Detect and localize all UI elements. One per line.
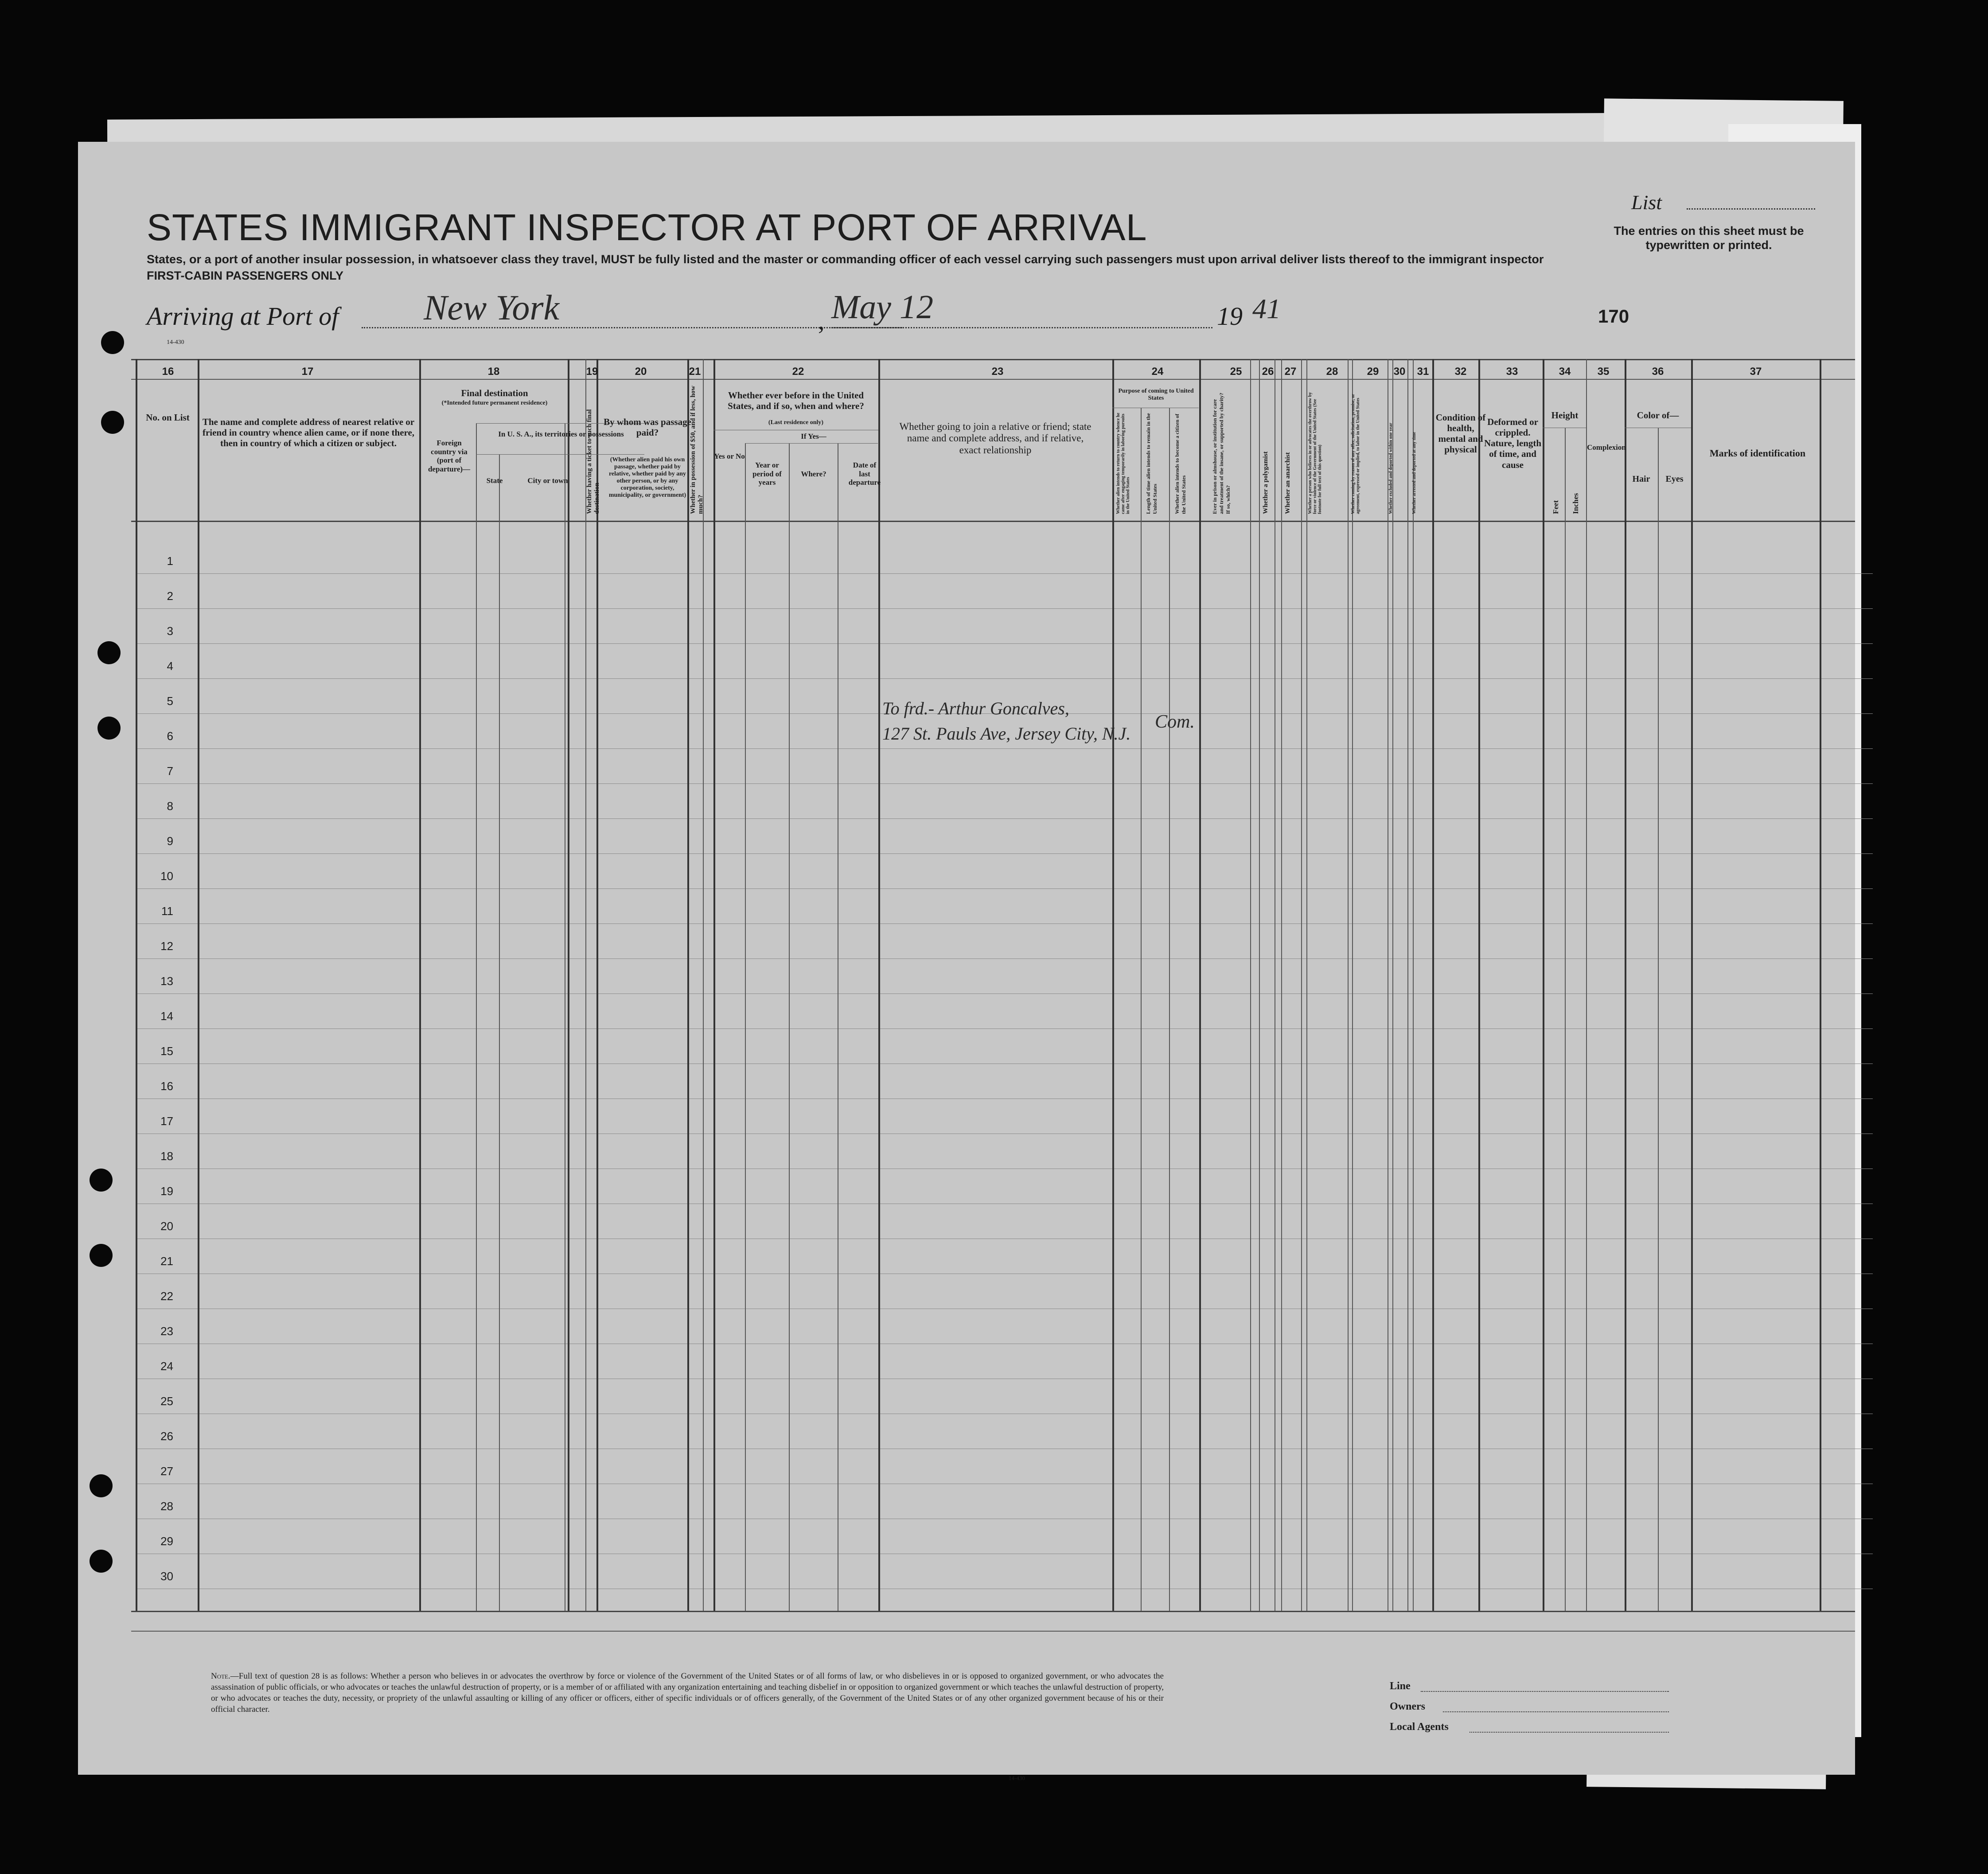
col-num-31: 31 bbox=[1417, 366, 1429, 378]
header-complexion: Complexion bbox=[1587, 443, 1626, 452]
col-num-34: 34 bbox=[1559, 366, 1571, 378]
page-title: STATES IMMIGRANT INSPECTOR AT PORT OF ARRIVAL bbox=[147, 206, 1147, 248]
column-rule bbox=[1141, 408, 1142, 1611]
row-number: 7 bbox=[167, 764, 173, 778]
row-rule bbox=[136, 748, 1873, 749]
header-final-destination-note: (*Intended future permanent residence) bbox=[441, 400, 548, 406]
page-number: 170 bbox=[1598, 306, 1629, 327]
header-passage-paid: By whom was passage paid? bbox=[604, 417, 691, 438]
row-number: 2 bbox=[167, 589, 173, 603]
column-rule bbox=[713, 359, 715, 1611]
column-rule bbox=[596, 359, 598, 1611]
column-rule bbox=[1169, 408, 1170, 1611]
column-rule bbox=[1392, 359, 1393, 1611]
header-purpose-citizen: Whether alien intends to become a citizen of the United States bbox=[1174, 413, 1187, 514]
punch-hole bbox=[101, 331, 124, 354]
header-labor-offer: Whether coming by reason of any offer, solicitation, promise, or agreement, expressed or implied, to labor in the United States bbox=[1351, 394, 1360, 514]
footnote-label: Note. bbox=[211, 1671, 230, 1681]
footnote bbox=[211, 1671, 1164, 1715]
column-rule bbox=[878, 359, 880, 1611]
table-top-rule bbox=[131, 359, 1855, 360]
column-rule bbox=[136, 359, 137, 1611]
header-date-departure: Date of last departure bbox=[848, 461, 881, 487]
column-rule bbox=[1478, 359, 1480, 1611]
col-num-33: 33 bbox=[1506, 366, 1518, 378]
col-num-28: 28 bbox=[1326, 366, 1338, 378]
punch-hole bbox=[90, 1169, 113, 1192]
col-num-19: 19 bbox=[586, 366, 598, 378]
header-foreign-country: Foreign country via (port of departure)— bbox=[428, 439, 471, 473]
column-rule bbox=[419, 359, 421, 1611]
row-number: 1 bbox=[167, 554, 173, 568]
column-rule bbox=[789, 443, 790, 1611]
header-fifty-dollars: Whether in possession of $50, and if less, how much? bbox=[690, 386, 704, 514]
column-rule bbox=[687, 359, 689, 1611]
column-rule bbox=[1112, 359, 1114, 1611]
header-purpose: Purpose of coming to United States bbox=[1118, 388, 1194, 402]
column-rule bbox=[1586, 359, 1587, 1611]
col-num-18: 18 bbox=[487, 366, 500, 378]
col-num-30: 30 bbox=[1393, 366, 1406, 378]
column-rule bbox=[1820, 359, 1821, 1611]
header-bottom-rule bbox=[131, 521, 1855, 522]
row-number: 10 bbox=[160, 869, 173, 883]
year-value: 41 bbox=[1252, 293, 1281, 324]
column-rule bbox=[745, 443, 746, 1611]
row-number: 25 bbox=[160, 1394, 173, 1408]
col-num-36: 36 bbox=[1652, 366, 1664, 378]
row-number: 28 bbox=[160, 1499, 173, 1513]
header-arrested: Whether arrested and deported at any time bbox=[1412, 432, 1417, 514]
row-number: 17 bbox=[160, 1114, 173, 1128]
header-if-yes: If Yes— bbox=[801, 432, 826, 440]
date-line bbox=[831, 327, 1212, 328]
row-number: 6 bbox=[167, 729, 173, 743]
row-rule bbox=[136, 643, 1873, 644]
header-color-of: Color of— bbox=[1637, 410, 1679, 421]
header-final-destination: Final destination bbox=[461, 388, 528, 398]
header-hair: Hair bbox=[1632, 474, 1650, 484]
column-number-rule bbox=[131, 379, 1855, 380]
row-number: 15 bbox=[160, 1044, 173, 1058]
col-num-35: 35 bbox=[1597, 366, 1610, 378]
header-marks: Marks of identification bbox=[1709, 448, 1806, 459]
header-ever-before-note: (Last residence only) bbox=[768, 419, 824, 426]
column-rule bbox=[1348, 359, 1349, 1611]
punch-hole bbox=[90, 1244, 113, 1267]
footnote-text: —Full text of question 28 is as follows: Whether a person who believes in or advocates the overthrow by force or violence of the Government of the United States or of all forms of law, or who disbelieves in or is opposed to organized government, or who advocates the assassination of public officials, or who advocates or teaches the unlawful destruction of property, or is a member of or affiliated with any organization entertaining and teaching disbelief in or opposition to organized government or which teaches the unlawful destruction of property, or who advocates or teaches the duty, necessity, or propriety of the unlawful assaulting or killing of any officer or officers, either of specific individuals or of officers generally, of the Government of the United States or of any other organized government because of his or their official character. bbox=[211, 1671, 1164, 1714]
col-num-24: 24 bbox=[1151, 366, 1164, 378]
column-rule bbox=[1658, 428, 1659, 1611]
header-ever-before: Whether ever before in the United States, and if so, when and where? bbox=[728, 390, 864, 412]
row-rule bbox=[136, 993, 1873, 994]
column-rule bbox=[703, 359, 704, 1611]
row-number: 26 bbox=[160, 1429, 173, 1443]
row-rule bbox=[136, 923, 1873, 924]
col-num-22: 22 bbox=[792, 366, 804, 378]
row-number: 8 bbox=[167, 799, 173, 813]
column-rule bbox=[1432, 359, 1434, 1611]
row-rule bbox=[136, 783, 1873, 784]
row-number: 12 bbox=[160, 939, 173, 953]
header-ticket: Whether having a ticket to such final destination bbox=[586, 409, 600, 514]
row-number: 24 bbox=[160, 1359, 173, 1373]
col-num-32: 32 bbox=[1454, 366, 1467, 378]
table-bottom-rule bbox=[131, 1611, 1855, 1612]
form-number-top: 14-430 bbox=[167, 339, 184, 346]
header-yes-no: Yes or No bbox=[714, 452, 745, 460]
footer-rule bbox=[131, 1631, 1855, 1632]
row-number: 14 bbox=[160, 1009, 173, 1023]
manifest-page: STATES IMMIGRANT INSPECTOR AT PORT OF ARRIVAL States, or a port of another insular possession, in whatsoever class they travel, MUST be fully listed and the master or commanding officer of each vessel carrying such passengers must upon arrival deliver lists thereof to the immigrant inspector FIRST-CABIN PASSENGERS ONLY Arriving at Port of New York , May 12 19 41 List The entries on this sheet must be typewritten or printed. 170 14-430 16 17 18 19 20 21 22 23 24 25 26 27 28 29 30 31 32 33 34 35 36 37 No. on List The name and complete address of nearest relative or friend in country whence alien came, or if none there, then in country of which a citizen or subject. Final destination (*Intended future permanent residence) Foreign country via (port of departure)— In U. S. A., its territories or possessions State City or town Whether having a ticket to such final destination By whom was passage paid? (Whether alien paid his own passage, whether paid by relative, whether paid by any other person, or by any corporation, society, municipality, or government) Whether in possession of $50, and if less, how much? Whether ever before in the United States, and if so, when and where? (Last residence only) If Yes— Yes or No Year or period of years Where? Date of last departure Whether going to join a relative or friend; state name and complete address, and if relative, exact relationship Purpose of coming to United States Whether alien intends to return to country whence he came after engaging temporarily in laboring pursuits in the United States Length of time alien intends to remain in the United States Whether alien intends to become a citizen of the United States Ever in prison or almshouse, or institution for care and treatment of the insane, or supported by charity? If so, which? Whether a polygamist Whether an anarchist Whether a person who believes in or advocates the overthrow by force or violence of the Government of the United States (See footnote for full text of this question) Whether coming by reason of any offer, solicitation, promise, or agreement, expressed or implied, to labor in the United States Whether excluded and deported within one year Whether arrested and deported at any time Condition of health, mental and physical Deformed or crippled. Nature, length of time, and cause Height Feet Inches Complexion Color of— Hair Eyes Marks of identification 1 2 3 4 5 6 7 8 9 10 11 12 13 14 15 16 17 18 19 20 21 22 23 24 25 26 27 28 29 30 To frd.- Arthur Goncalves, 127 St. Pauls Ave, Jersey City, N.J. Com. Note.—Full text of question 28 is as follows: Whether a person who believes in or advocates the overthrow by force or violence of the Government of the United States or of all forms of law, or who disbelieves in or is opposed to organized government, or who advocates the assassination of public officials, or who advocates or teaches the unlawful destruction of property, or is a member of or affiliated with any organization entertaining and teaching disbelief in or opposition to organized government or which teaches the unlawful destruction of property, or who advocates or teaches the duty, necessity, or propriety of the unlawful assaulting or killing of any officer or officers, either of specific individuals or of officers generally, of the Government of the United States or of any other organized government because of his or their official character. 14-430 Line Owners Local Agents bbox=[78, 142, 1855, 1775]
header-no-on-list: No. on List bbox=[146, 412, 190, 423]
row-rule bbox=[136, 573, 1873, 574]
row-number: 29 bbox=[160, 1534, 173, 1548]
list-label: List bbox=[1631, 191, 1662, 214]
column-rule bbox=[1352, 359, 1353, 1611]
header-prison: Ever in prison or almshouse, or institution for care and treatment of the insane, or supported by charity? If so, which? bbox=[1212, 393, 1231, 514]
row-number: 23 bbox=[160, 1324, 173, 1338]
header-purpose-length: Length of time alien intends to remain in the United States bbox=[1145, 413, 1158, 514]
column-rule bbox=[1301, 359, 1302, 1611]
col-num-20: 20 bbox=[635, 366, 647, 378]
header-in-usa: In U. S. A., its territories or possessions bbox=[498, 430, 624, 438]
port-value: New York bbox=[424, 288, 560, 327]
header-where: Where? bbox=[801, 470, 826, 478]
column-rule bbox=[1565, 428, 1566, 1611]
col-num-37: 37 bbox=[1750, 366, 1762, 378]
col-num-27: 27 bbox=[1284, 366, 1297, 378]
date-value: May 12 bbox=[831, 288, 934, 326]
header-height: Height bbox=[1551, 410, 1579, 421]
col-num-26: 26 bbox=[1262, 366, 1274, 378]
column-rule bbox=[499, 454, 500, 1611]
entry-relative-address: 127 St. Pauls Ave, Jersey City, N.J. bbox=[882, 724, 1131, 744]
row-rule bbox=[136, 608, 1873, 609]
header-deformed: Deformed or crippled. Nature, length of time, and cause bbox=[1484, 417, 1542, 470]
column-rule bbox=[585, 359, 586, 1611]
entry-relative-name: To frd.- Arthur Goncalves, bbox=[882, 698, 1069, 718]
row-number: 27 bbox=[160, 1464, 173, 1478]
row-number: 11 bbox=[161, 904, 173, 918]
header-feet: Feet bbox=[1551, 500, 1560, 514]
entry-purpose: Com. bbox=[1155, 712, 1195, 732]
header-city: City or town bbox=[527, 476, 568, 485]
row-number: 30 bbox=[160, 1569, 173, 1583]
punch-hole bbox=[90, 1550, 113, 1573]
punch-hole bbox=[101, 411, 124, 434]
header-overthrow: Whether a person who believes in or advocates the overthrow by force or violence of the Government of the United States (See footnote for full text of this question) bbox=[1308, 392, 1322, 514]
column-rule bbox=[1281, 359, 1282, 1611]
form-number-bottom: 14-430 bbox=[1009, 1775, 1025, 1781]
footer-agents-label: Local Agents bbox=[1390, 1721, 1449, 1733]
list-line bbox=[1687, 208, 1815, 210]
row-number: 18 bbox=[160, 1149, 173, 1163]
arriving-label: Arriving at Port of bbox=[147, 302, 339, 331]
page-subtitle: States, or a port of another insular possession, in whatsoever class they travel, MUST be fully listed and the master or commanding officer of each vessel carrying such passengers must upon arrival deliver lists thereof to the immigrant inspector bbox=[147, 253, 1544, 266]
header-years: Year or period of years bbox=[752, 461, 782, 487]
header-purpose-return: Whether alien intends to return to country whence he came after engaging temporarily in laboring pursuits in the United States bbox=[1116, 413, 1130, 514]
header-excluded: Whether excluded and deported within one year bbox=[1388, 423, 1393, 514]
col-num-25: 25 bbox=[1230, 366, 1242, 378]
col-num-29: 29 bbox=[1367, 366, 1379, 378]
column-rule bbox=[1306, 359, 1307, 1611]
column-rule bbox=[1259, 359, 1260, 1611]
row-number: 3 bbox=[167, 624, 173, 638]
column-rule bbox=[568, 359, 569, 1611]
punch-hole bbox=[90, 1474, 113, 1497]
header-polygamist: Whether a polygamist bbox=[1262, 451, 1269, 514]
column-rule bbox=[1413, 359, 1414, 1611]
punch-hole bbox=[97, 641, 121, 664]
row-rule bbox=[136, 958, 1873, 959]
header-nearest-relative: The name and complete address of nearest relative or friend in country whence alien came, or if none there, then in country of which a citizen or subject. bbox=[202, 417, 415, 449]
header-inches: Inches bbox=[1571, 493, 1580, 514]
punch-hole bbox=[97, 717, 121, 740]
column-rule bbox=[1691, 359, 1693, 1611]
column-rule bbox=[1250, 359, 1251, 1611]
header-join-relative: Whether going to join a relative or friend; state name and complete address, and if relative, exact relationship bbox=[899, 421, 1091, 456]
column-rule bbox=[1543, 359, 1544, 1611]
row-rule bbox=[136, 818, 1873, 819]
row-number: 16 bbox=[160, 1079, 173, 1093]
column-rule bbox=[198, 359, 199, 1611]
column-rule bbox=[476, 423, 477, 1611]
row-number: 4 bbox=[167, 659, 173, 673]
header-state: State bbox=[486, 476, 503, 485]
row-number: 19 bbox=[160, 1184, 173, 1198]
footer-owners-label: Owners bbox=[1390, 1701, 1425, 1712]
page-subtitle-class: FIRST-CABIN PASSENGERS ONLY bbox=[147, 269, 344, 282]
footer-line-label: Line bbox=[1390, 1680, 1411, 1692]
row-rule bbox=[136, 888, 1873, 889]
col-num-23: 23 bbox=[991, 366, 1004, 378]
col-num-21: 21 bbox=[689, 366, 701, 378]
header-eyes: Eyes bbox=[1665, 474, 1684, 484]
row-rule bbox=[136, 678, 1873, 679]
year-prefix: 19 bbox=[1217, 302, 1243, 331]
header-anarchist: Whether an anarchist bbox=[1284, 452, 1291, 514]
col-num-16: 16 bbox=[162, 366, 174, 378]
header-health: Condition of health, mental and physical bbox=[1435, 412, 1486, 455]
row-number: 21 bbox=[160, 1254, 173, 1268]
col-num-17: 17 bbox=[301, 366, 314, 378]
row-number: 20 bbox=[160, 1219, 173, 1233]
header-passage-paid-note: (Whether alien paid his own passage, whether paid by relative, whether paid by any other person, or by any corporation, society, municipality, or government) bbox=[608, 456, 686, 499]
row-number: 22 bbox=[160, 1289, 173, 1303]
column-rule bbox=[1199, 359, 1201, 1611]
row-rule bbox=[136, 853, 1873, 854]
row-number: 5 bbox=[167, 694, 173, 708]
entries-note: The entries on this sheet must be typewritten or printed. bbox=[1614, 224, 1804, 252]
row-number: 13 bbox=[160, 974, 173, 988]
row-number: 9 bbox=[167, 834, 173, 848]
column-rule bbox=[1407, 359, 1408, 1611]
column-rule bbox=[1625, 359, 1626, 1611]
